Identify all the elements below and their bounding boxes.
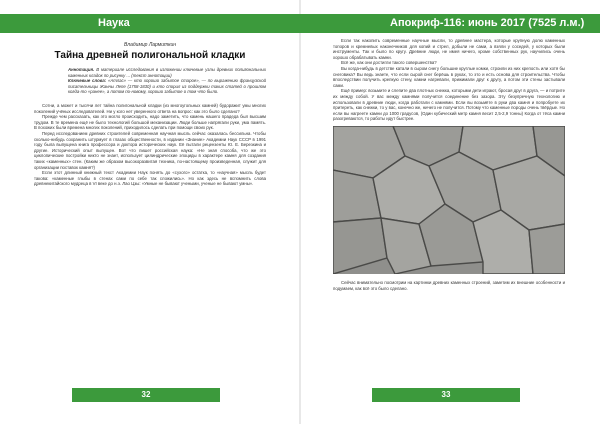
article-title: Тайна древней полигональной кладки [54,50,246,61]
keywords-text: «Атлас» — кто хорошо забытое старое», — по выражению французской писательницы Жанны Лепе (1758-1830) и кто спорил из поддержки таких статей о прошлом когда-то «ранее», а потом по-новому, хорошо забытое о том что было. [68,78,266,95]
paragraph: Прежде чем рассказать, как это могло происходить, надо заметить, что камень нашего прадеда был высшим трудом. В те времена ещё не было технологий большой механизации. Люди больше напрягали руки, ума память. В похожих были времена многих поколений, приходилось сделать при помощи своих рук. [34,114,266,131]
page-number: 32 [141,390,151,399]
page-gutter [299,0,301,424]
abstract-label: Аннотация. [68,67,95,72]
keywords-label: Ключевые слова: [68,78,107,84]
paragraph: Вы когда-нибудь в детстве катали в сыром снегу большие круглые комки, строили из них крепость или хотя бы снеговика? Вы ведь знаете, что если сырой снег берёшь в руках, то это и есть основа для строительства. Чтобы впоследствии получить крепкую стену, камни нагревали, прижимали друг к другу, а потом эти стены застывали сами. [333,65,565,88]
article-abstract [68,67,266,95]
abstract-text: В материале исследования в изложении ключевые узлы древних полигональных каменных кладок по рисунку ... (текст аннотации) [68,67,266,78]
right-page-footer [372,388,520,402]
paragraph: Всё же, как они достигли такого совершенства? [341,60,437,66]
right-page-header [300,14,600,33]
paragraph: Перед исследованием древних строителей современная научная мысль сейчас оказалась бессильна. Чтобы сколько-нибудь сохранить штурмует в глазах общественности, в издании «Знание» Академии Наук СССР в 1991 году была выпущена книга профессора и доктора исторических наук. Её пытали рецензенты Ю. Е. Березкина и другие. Исторический опыт выпущен. Вот что пишет российская наука: «Не зная способа, что же это циклопические постройки никто не знает, использует цилиндрические эпоциды в характере камня для создания таких «каменных» стен. (Каким же образом высокоразвитая техника, по-настоящему произведенная, служит для организации поставок камня?) [34,130,266,170]
paragraph: Если так накопить современные научные мысли, то древнее мастера, которые крупную долю каменных топоров и кремневых наконечников для копий и стрел, добыли не сами, а взяли у соседей, у которых были инструменты. Так и было по кругу. Древние люди, не имея ничего, кроме собственных рук, научились очень хорошо обрабатывать камни. [333,38,565,60]
article-author: Владимир Лармиткин [123,42,177,48]
right-page [333,38,565,384]
paragraph: Если этот длинный книжный текст Академии Наук понять до «сухого» остатка, то «научная» мысль будет такова: «каменные глыбы в стенах сами по себе так сложились». Но как здесь не вспомнить слова древнекитайского мудреца в VI веке до н.э. Лао Цзы: «Умные не бывают учеными, ученые не бывают умны». [34,170,266,187]
left-page [34,38,266,384]
issue-title: Апокриф-116: июнь 2017 (7525 л.м.) [390,17,585,29]
left-page-footer [72,388,220,402]
page-number: 33 [441,390,451,399]
paragraph: Ещё пример: возьмите и слепите два плотных снежка, которыми дети играют, бросая друг в друга, — и потрите их между собой. У вас между камнями получится соединение без зазора. Эту безупречную технологию и использовали в древние люди, когда работали с камнями. Если вы возьмёте в руки два камня и попробуете их притереть, как снежки, то у вас, конечно же, ничего не получится. Потому что каменные породы очень твёрдые. Но если вы нагреете камни до 1000 градусов, (Один кубический метр камня весит 2,5-2,9 тонны) Когда от тёса камни разогреваются, то работы идут быстрее. [333,88,565,122]
polygonal-masonry-photo [333,126,565,274]
section-title: Наука [98,17,130,29]
paragraph: Сотни, а может и тысячи лет тайна полигональной кладки (из многоугольных камней) будоражит умы многих поколений учёных исследователей. Ни у кого нет уверенного ответа на вопрос: как это было сделано? [34,102,266,114]
left-page-header [0,14,300,33]
paragraph: Сейчас внимательно посмотрим на картинки древних каменных строений, заметим их внешние особенности и подумаем, как всё это было сделано. [333,279,565,291]
